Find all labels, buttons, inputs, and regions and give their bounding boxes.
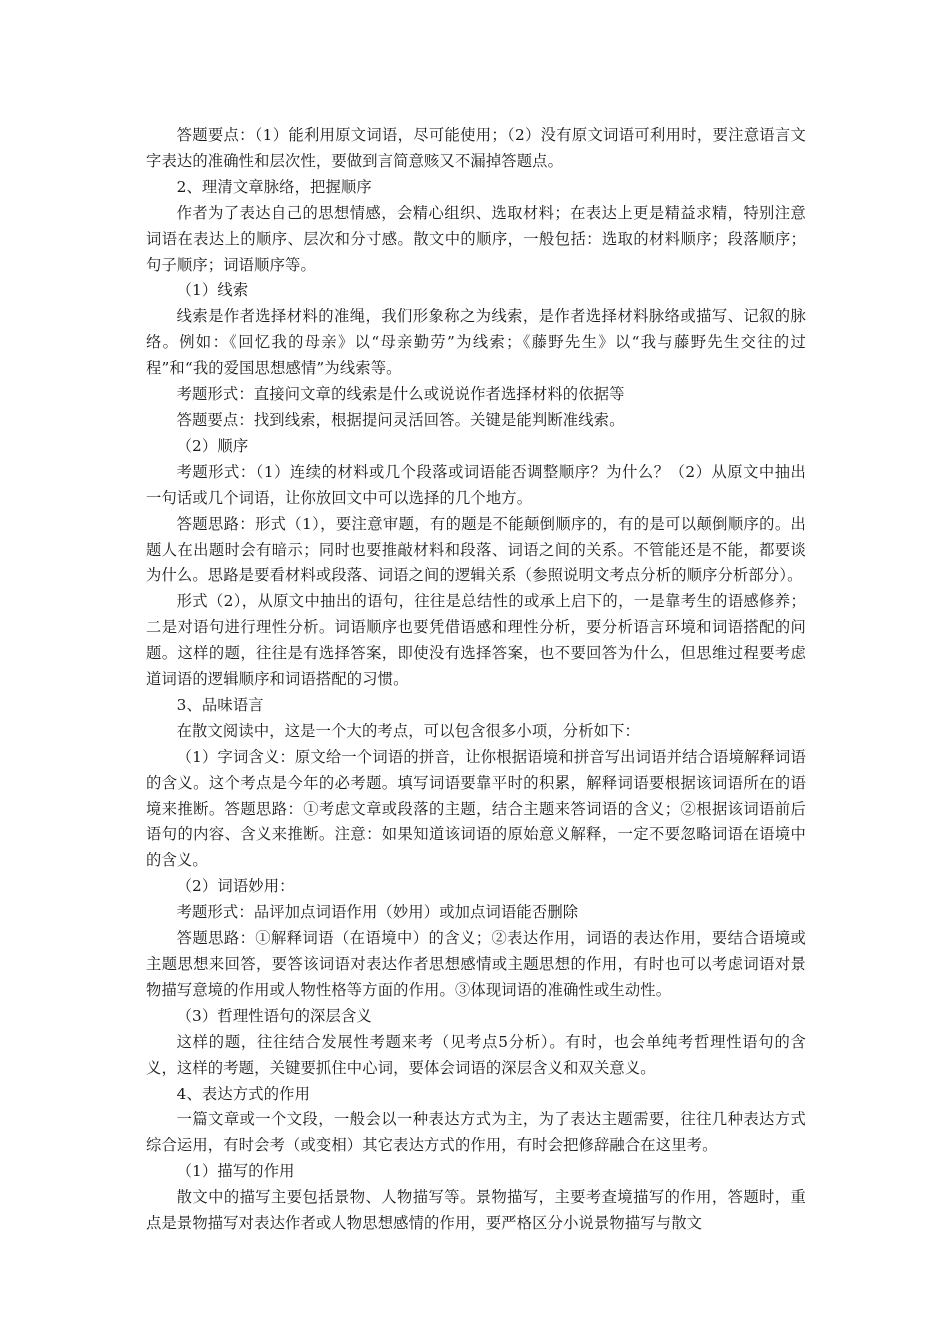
subheading-clue: （1）线索 [176,281,249,300]
paragraph-answer-points: 答题要点：（1）能利用原文词语，尽可能使用；（2）没有原文词语可利用时，要注意语言文字表达的准确性和层次性，要做到言简意赅又不漏掉答题点。 [146,126,806,170]
paragraph-description: 散文中的描写主要包括景物、人物描写等。景物描写，主要考查境描写的作用，答题时，重点是景物描写对表达作者或人物思想感情的作用，要严格区分小说景物描写与散文 [146,1188,806,1233]
subheading-philosophical-sentences: （3）哲理性语句的深层含义 [176,1006,372,1025]
paragraph-word-use-answer-approach: 答题思路：①解释词语（在语境中）的含义；②表达作用，词语的表达作用，要结合语境或主题思想来回答，要答该词语对表达作者思想感情或主题思想的作用，有时也可以考虑词语对景物描写意境的作用或人物性格等方面的作用。③体现词语的准确性或生动性。 [146,929,806,999]
paragraph-form-two: 形式（2），从原文中抽出的语句，往往是总结性的或承上启下的，一是靠考生的语感修养；二是对语句进行理性分析。词语顺序也要凭借语感和理性分析，要分析语言环境和词语搭配的问题。这样的题，往往是有选择答案，即使没有选择答案，也不要回答为什么，但思维过程要考虑道词语的逻辑顺序和词语搭配的习惯。 [146,592,806,689]
paragraph-language-intro: 在散文阅读中，这是一个大的考点，可以包含很多小项，分析如下： [176,721,641,740]
paragraph-clue-answer-points: 答题要点：找到线索，根据提问灵活回答。关键是能判断准线索。 [176,410,625,429]
heading-language: 3、品味语言 [176,695,264,714]
heading-expression-methods: 4、表达方式的作用 [176,1084,311,1103]
paragraph-philosophical-sentences: 这样的题，往往结合发展性考题来考（见考点5分析）。有时，也会单纯考哲理性语句的含义，这样的考题，关键要抓住中心词，要体会词语的深层含义和双关意义。 [146,1032,806,1077]
paragraph-clue-definition: 线索是作者选择材料的准绳，我们形象称之为线索，是作者选择材料脉络或描写、记叙的脉络。例如：《回忆我的母亲》以“母亲勤劳”为线索；《藤野先生》以“我与藤野先生交往的过程”和“我的爱国思想感情”为线索等。 [146,307,806,378]
subheading-order: （2）顺序 [176,436,249,455]
paragraph-word-meaning: （1）字词含义：原文给一个词语的拼音，让你根据语境和拼音写出词语并结合语境解释词语的含义。这个考点是今年的必考题。填写词语要靠平时的积累，解释词语要根据该词语所在的语境来推断。答题思路：①考虑文章或段落的主题，结合主题来答词语的含义；②根据该词语前后语句的内容、含义来推断。注意：如果知道该词语的原始意义解释，一定不要忽略词语在语境中的含义。 [146,747,806,870]
subheading-word-use: （2）词语妙用： [176,877,295,896]
subheading-description: （1）描写的作用 [176,1162,295,1181]
paragraph-order-answer-approach: 答题思路：形式（1），要注意审题，有的题是不能颠倒顺序的，有的是可以颠倒顺序的。出题人在出题时会有暗示；同时也要推敲材料和段落、词语之间的关系。不管能还是不能，都要谈为什么。思路是要看材料或段落、词语之间的逻辑关系（参照说明文考点分析的顺序分析部分）。 [146,514,806,585]
heading-structure-order: 2、理清文章脉络，把握顺序 [176,177,372,196]
document-body [146,123,806,1237]
paragraph-word-use-question-form: 考题形式：品评加点词语作用（妙用）或加点词语能否删除 [176,903,579,922]
paragraph-clue-question-form: 考题形式：直接问文章的线索是什么或说说作者选择材料的依据等 [176,385,625,404]
paragraph-order-intro: 作者为了表达自己的思想情感，会精心组织、选取材料；在表达上更是精益求精，特别注意词语在表达上的顺序、层次和分寸感。散文中的顺序，一般包括：选取的材料顺序；段落顺序；句子顺序；词语顺序等。 [146,203,806,274]
paragraph-order-question-form: 考题形式：（1）连续的材料或几个段落或词语能否调整顺序？为什么？（2）从原文中抽出一句话或几个词语，让你放回文中可以选择的几个地方。 [146,462,806,507]
paragraph-expression-methods: 一篇文章或一个文段，一般会以一种表达方式为主，为了表达主题需要，往往几种表达方式综合运用，有时会考（或变相）其它表达方式的作用，有时会把修辞融合在这里考。 [146,1110,806,1155]
